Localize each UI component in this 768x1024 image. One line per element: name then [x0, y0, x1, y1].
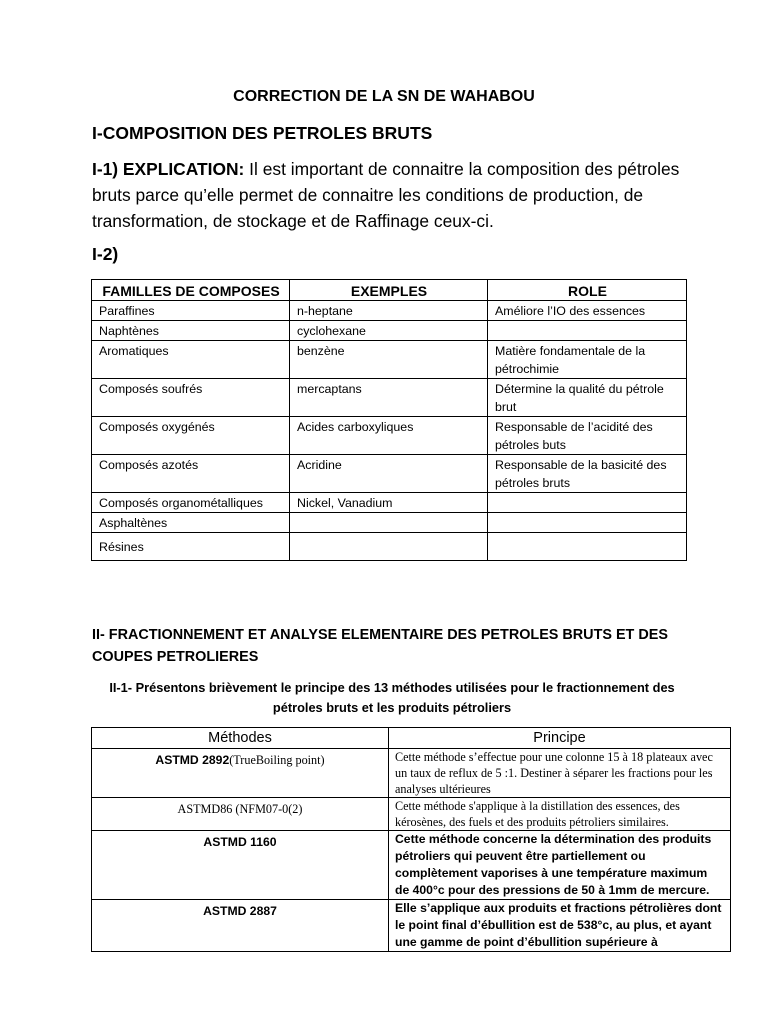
header-principe: Principe [389, 728, 731, 749]
table-header-row [92, 728, 731, 749]
cell-role [488, 493, 687, 513]
table-row [92, 798, 731, 831]
methods-table [91, 727, 731, 952]
cell-method [92, 831, 389, 900]
table-row [92, 831, 731, 900]
cell-exemple: cyclohexane [290, 321, 488, 341]
cell-famille: Composés organométalliques [92, 493, 290, 513]
cell-famille: Composés oxygénés [92, 417, 290, 455]
cell-exemple: mercaptans [290, 379, 488, 417]
cell-method [92, 900, 389, 952]
explication-text: Il est important de connaitre la composition des pétroles bruts parce qu’elle permet de connaitre les conditions de production, de transformation, de stockage et de Raffinage ceux-ci. [92, 159, 680, 231]
compound-families-table [91, 279, 687, 561]
table-row [92, 513, 687, 533]
cell-exemple: Nickel, Vanadium [290, 493, 488, 513]
cell-role: Responsable de la basicité des pétroles bruts [488, 455, 687, 493]
explication-label: I-1) EXPLICATION: [92, 159, 245, 179]
cell-famille: Composés soufrés [92, 379, 290, 417]
cell-famille: Aromatiques [92, 341, 290, 379]
section-2-1-heading: II-1- Présentons brièvement le principe des 13 méthodes utilisées pour le fractionnement des pétroles bruts et les produits pétroliers [109, 680, 675, 715]
explication-paragraph [92, 156, 692, 234]
cell-exemple: n-heptane [290, 301, 488, 321]
cell-principle: Cette méthode s'applique à la distillation des essences, des kérosènes, des fuels et des produits pétroliers similaires. [389, 798, 731, 831]
header-role: ROLE [488, 280, 687, 301]
cell-famille: Résines [92, 533, 290, 561]
table-row [92, 341, 687, 379]
cell-role [488, 513, 687, 533]
cell-role: Détermine la qualité du pétrole brut [488, 379, 687, 417]
table-header-row [92, 280, 687, 301]
cell-exemple [290, 513, 488, 533]
cell-role: Améliore l’IO des essences [488, 301, 687, 321]
cell-principle: Cette méthode concerne la détermination des produits pétroliers qui peuvent être partiellement ou complètement vaporises à une température maximum de 400°c pour des pressions de 50 à 1mm de mercure. [389, 831, 731, 900]
table-row [92, 533, 687, 561]
table-row [92, 321, 687, 341]
cell-famille: Asphaltènes [92, 513, 290, 533]
table-row [92, 455, 687, 493]
cell-exemple: Acides carboxyliques [290, 417, 488, 455]
cell-exemple: Acridine [290, 455, 488, 493]
table-row [92, 900, 731, 952]
cell-role [488, 321, 687, 341]
cell-famille: Composés azotés [92, 455, 290, 493]
table-row [92, 301, 687, 321]
cell-exemple [290, 533, 488, 561]
cell-role [488, 533, 687, 561]
method-code: ASTMD 2887 [203, 904, 277, 918]
cell-exemple: benzène [290, 341, 488, 379]
method-code: ASTMD 2892 [155, 753, 230, 767]
section-1-2-label: I-2) [92, 244, 119, 264]
header-methodes: Méthodes [92, 728, 389, 749]
table-row [92, 417, 687, 455]
table-row [92, 493, 687, 513]
header-familles: FAMILLES DE COMPOSES [92, 280, 290, 301]
cell-principle: Cette méthode s’effectue pour une colonne 15 à 18 plateaux avec un taux de reflux de 5 :1. Destiner à séparer les fractions pour les analyses ultérieures [389, 749, 731, 798]
cell-method [92, 749, 389, 798]
table-row [92, 749, 731, 798]
document-title: CORRECTION DE LA SN DE WAHABOU [233, 88, 535, 105]
header-exemples: EXEMPLES [290, 280, 488, 301]
method-detail: ASTMD86 (NFM07-0(2) [177, 802, 303, 816]
cell-principle: Elle s’applique aux produits et fractions pétrolières dont le point final d’ébullition est de 538°c, au plus, et ayant une gamme de point d’ébullition supérieure à [389, 900, 731, 952]
section-1-heading: I-COMPOSITION DES PETROLES BRUTS [92, 123, 433, 143]
cell-famille: Paraffines [92, 301, 290, 321]
cell-role: Matière fondamentale de la pétrochimie [488, 341, 687, 379]
table-row [92, 379, 687, 417]
cell-method [92, 798, 389, 831]
method-detail: (TrueBoiling point) [229, 753, 325, 767]
method-code: ASTMD 1160 [203, 835, 277, 849]
section-2-heading: II- FRACTIONNEMENT ET ANALYSE ELEMENTAIRE DES PETROLES BRUTS ET DES COUPES PETROLIERES [92, 627, 668, 665]
cell-role: Responsable de l’acidité des pétroles buts [488, 417, 687, 455]
cell-famille: Naphtènes [92, 321, 290, 341]
